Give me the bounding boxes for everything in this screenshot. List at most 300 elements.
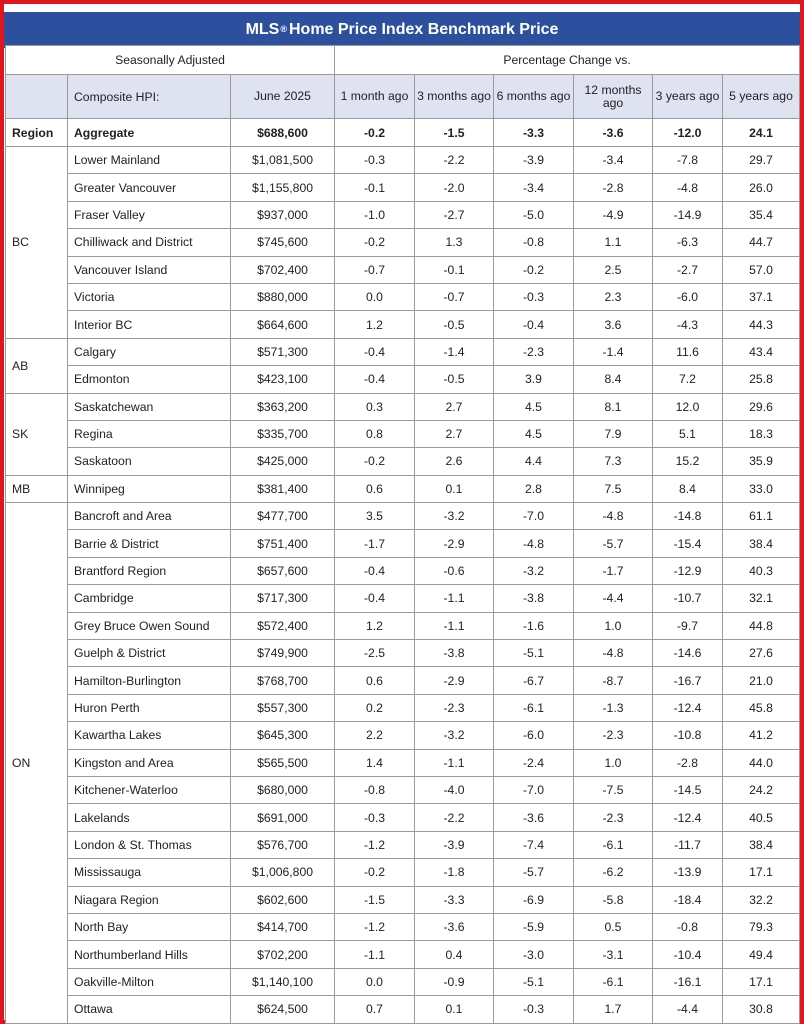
percent-change: -0.8: [335, 776, 415, 803]
percent-change: -4.8: [494, 530, 574, 557]
percent-change: -4.0: [415, 776, 494, 803]
percent-change: 0.8: [335, 420, 415, 447]
percent-change: 17.1: [723, 968, 800, 995]
percent-change: 38.4: [723, 831, 800, 858]
percent-change: 0.5: [574, 913, 653, 940]
percent-change: -2.7: [415, 201, 494, 228]
percent-change: -1.1: [335, 941, 415, 968]
percent-change: 44.7: [723, 229, 800, 256]
location-name: Lower Mainland: [68, 147, 231, 174]
period-header: 6 months ago: [494, 75, 574, 119]
percent-change: -0.4: [494, 311, 574, 338]
percent-change: -0.3: [494, 283, 574, 310]
percent-change: -1.6: [494, 612, 574, 639]
percent-change: -7.5: [574, 776, 653, 803]
percent-change: -16.7: [653, 667, 723, 694]
table-row: [6, 475, 800, 502]
percent-change: -6.0: [494, 722, 574, 749]
percent-change: 0.4: [415, 941, 494, 968]
region-cell: BC: [6, 147, 68, 339]
percent-change: -2.5: [335, 640, 415, 667]
percent-change: -2.0: [415, 174, 494, 201]
percent-change: -1.1: [415, 585, 494, 612]
table-row: [6, 886, 800, 913]
month-label: June 2025: [231, 75, 335, 119]
percent-change: 1.4: [335, 749, 415, 776]
percent-change: -4.8: [574, 640, 653, 667]
percent-change: 0.6: [335, 667, 415, 694]
percent-change: -1.7: [335, 530, 415, 557]
period-header: 3 years ago: [653, 75, 723, 119]
percent-change: 3.5: [335, 503, 415, 530]
percent-change: -0.4: [335, 366, 415, 393]
benchmark-price: $335,700: [231, 420, 335, 447]
percent-change: 29.6: [723, 393, 800, 420]
aggregate-name: Aggregate: [68, 119, 231, 147]
location-name: Barrie & District: [68, 530, 231, 557]
period-header: 12 months ago: [574, 75, 653, 119]
percent-change: -0.8: [494, 229, 574, 256]
percent-change: -3.4: [574, 147, 653, 174]
percent-change: 4.5: [494, 420, 574, 447]
percent-change: -2.3: [494, 338, 574, 365]
percent-change: -11.7: [653, 831, 723, 858]
percent-change: -5.9: [494, 913, 574, 940]
percent-change: 5.1: [653, 420, 723, 447]
location-name: Grey Bruce Owen Sound: [68, 612, 231, 639]
percent-change: -9.7: [653, 612, 723, 639]
benchmark-price: $717,300: [231, 585, 335, 612]
percent-change: -8.7: [574, 667, 653, 694]
percent-change: 8.4: [653, 475, 723, 502]
location-name: Hamilton-Burlington: [68, 667, 231, 694]
percent-change: -5.8: [574, 886, 653, 913]
location-name: Mississauga: [68, 859, 231, 886]
benchmark-price: $937,000: [231, 201, 335, 228]
percent-change: -5.1: [494, 640, 574, 667]
table-title: [4, 12, 800, 48]
percent-change: 44.3: [723, 311, 800, 338]
table-row: [6, 530, 800, 557]
composite-hpi-label: Composite HPI:: [68, 75, 231, 119]
table-row: [6, 174, 800, 201]
percent-change: -6.1: [494, 694, 574, 721]
percent-change: -1.7: [574, 557, 653, 584]
table-row: [6, 804, 800, 831]
location-name: Edmonton: [68, 366, 231, 393]
percent-change: -2.4: [494, 749, 574, 776]
percent-change: -18.4: [653, 886, 723, 913]
percent-change: 1.7: [574, 996, 653, 1023]
percent-change: 2.7: [415, 420, 494, 447]
percent-change: 7.9: [574, 420, 653, 447]
percent-change: 2.6: [415, 448, 494, 475]
percent-change: 40.5: [723, 804, 800, 831]
percent-change: 1.3: [415, 229, 494, 256]
benchmark-price: $571,300: [231, 338, 335, 365]
region-cell: AB: [6, 338, 68, 393]
percent-change: 27.6: [723, 640, 800, 667]
percent-change: -3.3: [415, 886, 494, 913]
table-row: [6, 201, 800, 228]
percent-change: -1.2: [335, 831, 415, 858]
table-row: [6, 722, 800, 749]
location-name: Saskatchewan: [68, 393, 231, 420]
percent-change: -3.2: [415, 503, 494, 530]
benchmark-price: $565,500: [231, 749, 335, 776]
percent-change: 79.3: [723, 913, 800, 940]
aggregate-change: -12.0: [653, 119, 723, 147]
percent-change: -0.5: [415, 366, 494, 393]
percent-change: -5.0: [494, 201, 574, 228]
region-cell: ON: [6, 503, 68, 1023]
location-name: London & St. Thomas: [68, 831, 231, 858]
percent-change: 17.1: [723, 859, 800, 886]
percent-change: -0.4: [335, 557, 415, 584]
aggregate-row: [6, 119, 800, 147]
percent-change: -0.2: [494, 256, 574, 283]
percent-change: -13.9: [653, 859, 723, 886]
location-name: Chilliwack and District: [68, 229, 231, 256]
percent-change: -1.4: [415, 338, 494, 365]
percent-change: -1.0: [335, 201, 415, 228]
location-name: Winnipeg: [68, 475, 231, 502]
percent-change: -0.5: [415, 311, 494, 338]
percent-change: 21.0: [723, 667, 800, 694]
location-name: Victoria: [68, 283, 231, 310]
percent-change: -7.8: [653, 147, 723, 174]
percent-change: -6.3: [653, 229, 723, 256]
benchmark-price: $624,500: [231, 996, 335, 1023]
percent-change: -5.7: [574, 530, 653, 557]
percent-change: -0.3: [335, 804, 415, 831]
period-header: 1 month ago: [335, 75, 415, 119]
benchmark-price: $745,600: [231, 229, 335, 256]
percent-change: -2.8: [653, 749, 723, 776]
percent-change: 0.1: [415, 475, 494, 502]
percent-change: -4.9: [574, 201, 653, 228]
percent-change: -4.8: [653, 174, 723, 201]
percent-change: -2.3: [574, 804, 653, 831]
benchmark-price: $576,700: [231, 831, 335, 858]
percent-change: -0.3: [494, 996, 574, 1023]
table-row: [6, 749, 800, 776]
percent-change: 1.2: [335, 612, 415, 639]
location-name: Saskatoon: [68, 448, 231, 475]
benchmark-price: $751,400: [231, 530, 335, 557]
location-name: Regina: [68, 420, 231, 447]
percent-change: 33.0: [723, 475, 800, 502]
percent-change: -0.1: [335, 174, 415, 201]
table-row: [6, 256, 800, 283]
benchmark-price: $425,000: [231, 448, 335, 475]
benchmark-price: $363,200: [231, 393, 335, 420]
percent-change: -1.4: [574, 338, 653, 365]
percent-change: -6.7: [494, 667, 574, 694]
percent-change: 0.3: [335, 393, 415, 420]
percent-change: -0.7: [415, 283, 494, 310]
percent-change: 0.0: [335, 968, 415, 995]
benchmark-price: $880,000: [231, 283, 335, 310]
percent-change: -1.1: [415, 612, 494, 639]
period-header: 5 years ago: [723, 75, 800, 119]
percent-change: 29.7: [723, 147, 800, 174]
table-row: [6, 585, 800, 612]
table-row: [6, 366, 800, 393]
header-row-1: [6, 46, 800, 75]
percent-change: 3.6: [574, 311, 653, 338]
percent-change: 2.2: [335, 722, 415, 749]
location-name: Greater Vancouver: [68, 174, 231, 201]
percent-change: -3.4: [494, 174, 574, 201]
percent-change: -10.7: [653, 585, 723, 612]
table-row: [6, 913, 800, 940]
percent-change: 2.3: [574, 283, 653, 310]
location-name: Interior BC: [68, 311, 231, 338]
period-header: 3 months ago: [415, 75, 494, 119]
percent-change: -2.2: [415, 147, 494, 174]
percent-change: 1.1: [574, 229, 653, 256]
percent-change: 1.0: [574, 749, 653, 776]
region-cell: SK: [6, 393, 68, 475]
percent-change: -15.4: [653, 530, 723, 557]
seasonally-adjusted-label: Seasonally Adjusted: [6, 46, 335, 75]
percent-change: -0.7: [335, 256, 415, 283]
percent-change: -16.1: [653, 968, 723, 995]
benchmark-price: $702,200: [231, 941, 335, 968]
percent-change: -3.1: [574, 941, 653, 968]
percent-change: -14.8: [653, 503, 723, 530]
table-row: [6, 776, 800, 803]
location-name: Oakville-Milton: [68, 968, 231, 995]
aggregate-change: -0.2: [335, 119, 415, 147]
percent-change: 41.2: [723, 722, 800, 749]
percent-change: -7.4: [494, 831, 574, 858]
percent-change: -3.0: [494, 941, 574, 968]
percent-change: 8.4: [574, 366, 653, 393]
percent-change: -2.9: [415, 667, 494, 694]
location-name: North Bay: [68, 913, 231, 940]
percent-change: -2.3: [574, 722, 653, 749]
percent-change: 2.8: [494, 475, 574, 502]
location-name: Northumberland Hills: [68, 941, 231, 968]
percent-change: 2.5: [574, 256, 653, 283]
percent-change: -10.4: [653, 941, 723, 968]
table-row: [6, 557, 800, 584]
location-name: Kitchener-Waterloo: [68, 776, 231, 803]
percent-change: 0.1: [415, 996, 494, 1023]
percentage-change-label: Percentage Change vs.: [335, 46, 800, 75]
benchmark-price: $1,081,500: [231, 147, 335, 174]
percent-change: 40.3: [723, 557, 800, 584]
percent-change: 61.1: [723, 503, 800, 530]
percent-change: -10.8: [653, 722, 723, 749]
percent-change: -6.9: [494, 886, 574, 913]
table-row: [6, 420, 800, 447]
percent-change: -7.0: [494, 776, 574, 803]
region-header: Region: [6, 119, 68, 147]
percent-change: -12.4: [653, 694, 723, 721]
percent-change: 0.2: [335, 694, 415, 721]
percent-change: 2.7: [415, 393, 494, 420]
registered-mark: ®: [280, 24, 287, 34]
percent-change: -3.9: [415, 831, 494, 858]
percent-change: 7.5: [574, 475, 653, 502]
percent-change: -12.4: [653, 804, 723, 831]
percent-change: -14.9: [653, 201, 723, 228]
percent-change: 25.8: [723, 366, 800, 393]
percent-change: -0.2: [335, 229, 415, 256]
location-name: Bancroft and Area: [68, 503, 231, 530]
table-row: [6, 694, 800, 721]
percent-change: -4.8: [574, 503, 653, 530]
percent-change: -3.6: [415, 913, 494, 940]
percent-change: -0.2: [335, 448, 415, 475]
percent-change: 1.0: [574, 612, 653, 639]
benchmark-price: $749,900: [231, 640, 335, 667]
aggregate-change: -3.3: [494, 119, 574, 147]
table-row: [6, 612, 800, 639]
benchmark-price: $572,400: [231, 612, 335, 639]
percent-change: 4.4: [494, 448, 574, 475]
benchmark-price: $381,400: [231, 475, 335, 502]
percent-change: -2.8: [574, 174, 653, 201]
benchmark-price: $1,155,800: [231, 174, 335, 201]
percent-change: -12.9: [653, 557, 723, 584]
location-name: Kingston and Area: [68, 749, 231, 776]
table-row: [6, 667, 800, 694]
benchmark-price: $1,140,100: [231, 968, 335, 995]
percent-change: -1.2: [335, 913, 415, 940]
percent-change: -0.8: [653, 913, 723, 940]
percent-change: -2.3: [415, 694, 494, 721]
table-row: [6, 393, 800, 420]
percent-change: -2.9: [415, 530, 494, 557]
benchmark-price: $645,300: [231, 722, 335, 749]
table-row: [6, 448, 800, 475]
percent-change: -3.2: [494, 557, 574, 584]
percent-change: -1.3: [574, 694, 653, 721]
benchmark-price: $423,100: [231, 366, 335, 393]
title-rest: Home Price Index Benchmark Price: [288, 21, 559, 38]
percent-change: 0.6: [335, 475, 415, 502]
percent-change: -3.2: [415, 722, 494, 749]
percent-change: -3.8: [415, 640, 494, 667]
percent-change: 44.0: [723, 749, 800, 776]
percent-change: -2.7: [653, 256, 723, 283]
percent-change: -0.4: [335, 338, 415, 365]
percent-change: -0.3: [335, 147, 415, 174]
percent-change: 1.2: [335, 311, 415, 338]
aggregate-change: -3.6: [574, 119, 653, 147]
table-row: [6, 859, 800, 886]
percent-change: -14.5: [653, 776, 723, 803]
percent-change: 43.4: [723, 338, 800, 365]
percent-change: 57.0: [723, 256, 800, 283]
percent-change: -4.4: [574, 585, 653, 612]
percent-change: -0.2: [335, 859, 415, 886]
percent-change: 35.4: [723, 201, 800, 228]
aggregate-price: $688,600: [231, 119, 335, 147]
benchmark-price: $691,000: [231, 804, 335, 831]
location-name: Fraser Valley: [68, 201, 231, 228]
location-name: Cambridge: [68, 585, 231, 612]
benchmark-price: $768,700: [231, 667, 335, 694]
percent-change: 0.7: [335, 996, 415, 1023]
percent-change: 3.9: [494, 366, 574, 393]
hpi-table: [5, 45, 800, 1024]
percent-change: -3.8: [494, 585, 574, 612]
table-row: [6, 640, 800, 667]
percent-change: 35.9: [723, 448, 800, 475]
percent-change: -0.9: [415, 968, 494, 995]
percent-change: 15.2: [653, 448, 723, 475]
aggregate-change: 24.1: [723, 119, 800, 147]
percent-change: -3.6: [494, 804, 574, 831]
table-row: [6, 283, 800, 310]
location-name: Vancouver Island: [68, 256, 231, 283]
location-name: Lakelands: [68, 804, 231, 831]
percent-change: -6.2: [574, 859, 653, 886]
percent-change: 24.2: [723, 776, 800, 803]
percent-change: -0.4: [335, 585, 415, 612]
percent-change: 12.0: [653, 393, 723, 420]
percent-change: 32.2: [723, 886, 800, 913]
percent-change: 37.1: [723, 283, 800, 310]
percent-change: -6.0: [653, 283, 723, 310]
benchmark-price: $702,400: [231, 256, 335, 283]
benchmark-price: $414,700: [231, 913, 335, 940]
percent-change: 8.1: [574, 393, 653, 420]
benchmark-price: $680,000: [231, 776, 335, 803]
percent-change: 30.8: [723, 996, 800, 1023]
percent-change: 18.3: [723, 420, 800, 447]
percent-change: -3.9: [494, 147, 574, 174]
percent-change: -5.1: [494, 968, 574, 995]
percent-change: -14.6: [653, 640, 723, 667]
benchmark-price: $664,600: [231, 311, 335, 338]
percent-change: -2.2: [415, 804, 494, 831]
percent-change: 44.8: [723, 612, 800, 639]
table-row: [6, 229, 800, 256]
percent-change: 26.0: [723, 174, 800, 201]
benchmark-price: $602,600: [231, 886, 335, 913]
location-name: Kawartha Lakes: [68, 722, 231, 749]
location-name: Ottawa: [68, 996, 231, 1023]
location-name: Calgary: [68, 338, 231, 365]
location-name: Brantford Region: [68, 557, 231, 584]
percent-change: 11.6: [653, 338, 723, 365]
table-row: [6, 968, 800, 995]
header-blank: [6, 75, 68, 119]
location-name: Niagara Region: [68, 886, 231, 913]
benchmark-price: $1,006,800: [231, 859, 335, 886]
percent-change: 0.0: [335, 283, 415, 310]
table-row: [6, 996, 800, 1023]
percent-change: -4.3: [653, 311, 723, 338]
percent-change: -0.6: [415, 557, 494, 584]
table-row: [6, 311, 800, 338]
percent-change: -6.1: [574, 831, 653, 858]
percent-change: -6.1: [574, 968, 653, 995]
percent-change: 49.4: [723, 941, 800, 968]
title-mls: MLS: [245, 21, 280, 38]
location-name: Huron Perth: [68, 694, 231, 721]
percent-change: -5.7: [494, 859, 574, 886]
percent-change: 38.4: [723, 530, 800, 557]
table-row: [6, 941, 800, 968]
percent-change: -0.1: [415, 256, 494, 283]
